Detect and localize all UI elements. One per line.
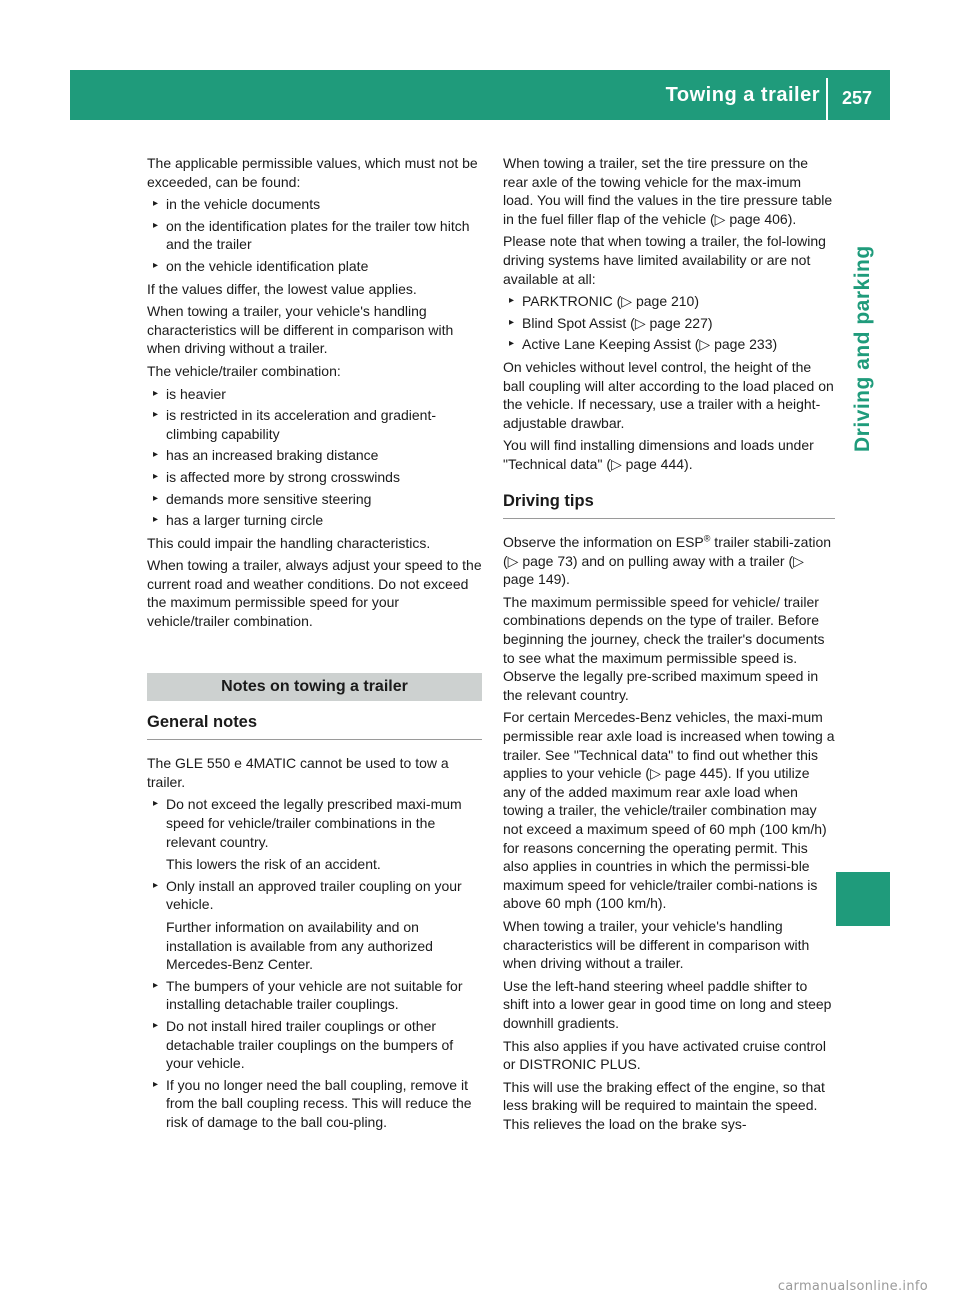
bullet-icon: [153, 217, 158, 236]
subheading-driving-tips: Driving tips: [503, 492, 835, 520]
systems-list: [503, 292, 835, 354]
bullet-icon: [509, 335, 514, 354]
bullet-icon: [509, 314, 514, 333]
tire-paragraph: When towing a trailer, set the tire pressure on the rear axle of the towing vehicle for the max-imum load. You will find the values in the tire pressure table in the fuel filler flap of the vehicle (▷ page 406).: [503, 155, 833, 227]
bullet-icon: [153, 511, 158, 530]
bullet-icon: [153, 446, 158, 465]
list-item: ▸ Active Lane Keeping Assist (▷ page 233): [503, 335, 835, 354]
section-heading: Notes on towing a trailer: [147, 673, 482, 701]
impair-paragraph: This could impair the handling characteristics.: [147, 534, 431, 551]
bullet-icon: [153, 468, 158, 487]
intro-paragraph: The applicable permissible values, which must not be exceeded, can be found:: [147, 155, 478, 190]
bullet-icon: [153, 385, 158, 404]
registered-mark: ®: [703, 533, 711, 544]
list-item: ▸ has an increased braking distance: [147, 446, 482, 465]
list-item: ▸ Do not install hired trailer couplings or other detachable trailer couplings on the bumpers of your vehicle.: [147, 1017, 482, 1073]
differ-paragraph: If the values differ, the lowest value applies.: [147, 280, 417, 297]
note-detail: This lowers the risk of an accident.: [166, 856, 381, 873]
gle-paragraph: The GLE 550 e 4MATIC cannot be used to tow a trailer.: [147, 755, 449, 790]
note-detail: Further information on availability and on installation is available from any authorized Mercedes-Benz Center.: [166, 919, 433, 973]
combination-paragraph: The vehicle/trailer combination:: [147, 362, 341, 379]
bullet-icon: [153, 1076, 158, 1095]
list-item: ▸ in the vehicle documents: [147, 195, 482, 214]
list-item: ▸ is affected more by strong crosswinds: [147, 468, 482, 487]
handling-paragraph: When towing a trailer, your vehicle's handling characteristics will be different in comparison with when driving without a trailer.: [503, 917, 810, 972]
list-item: ▸ Do not exceed the legally prescribed maxi-mum speed for vehicle/trailer combinations in the relevant country. This lowers the risk of an accident.: [147, 795, 482, 873]
handling-paragraph: When towing a trailer, your vehicle's handling characteristics will be different in comparison with when driving without a trailer.: [147, 303, 454, 357]
notes-list: [147, 795, 482, 1131]
braking-paragraph: This will use the braking effect of the engine, so that less braking will be required to maintain the speed. This relieves the load on the brake sys-: [503, 1078, 825, 1132]
header-bar: [70, 70, 890, 120]
bullet-icon: [153, 257, 158, 276]
list-item: ▸ The bumpers of your vehicle are not suitable for installing detachable trailer couplings.: [147, 977, 482, 1014]
left-column: [147, 154, 482, 1136]
list-item: ▸ Only install an approved trailer coupling on your vehicle. Further information on availability and on installation is available from any authorized Mercedes-Benz Center.: [147, 877, 482, 974]
chapter-title: Towing a trailer: [665, 84, 820, 106]
bullet-icon: [153, 195, 158, 214]
bullet-icon: [153, 877, 158, 896]
list-item: ▸ demands more sensitive steering: [147, 490, 482, 509]
bullet-icon: [509, 292, 514, 311]
cruise-paragraph: This also applies if you have activated cruise control or DISTRONIC PLUS.: [503, 1037, 826, 1073]
side-tab: [836, 245, 890, 825]
list-item: ▸ If you no longer need the ball coupling, remove it from the ball coupling recess. This will reduce the risk of damage to the ball cou-pling.: [147, 1076, 482, 1132]
header-separator: [826, 78, 828, 120]
page-number: 257: [841, 88, 873, 108]
axle-paragraph: For certain Mercedes-Benz vehicles, the maxi-mum permissible rear axle load is increased when towing a trailer. See "Technical data" to find out whether this applies to your vehicle (▷ page 445). If you utilize any of the added maximum rear axle load when towing a trailer, the vehicle/trailer combination may not exceed a maximum speed of 60 mph (100 km/h) for reasons concerning the operating permit. This also applies in countries in which the permissi-ble maximum speed for vehicle/trailer combi-nations is above 60 mph (100 km/h).: [503, 709, 835, 912]
watermark: carmanualsonline.info: [777, 1279, 928, 1294]
bullet-icon: [153, 977, 158, 996]
bullet-icon: [153, 490, 158, 509]
level-paragraph: On vehicles without level control, the height of the ball coupling will alter according to the load placed on the vehicle. If necessary, use a trailer with a height-adjustable drawbar.: [503, 358, 834, 431]
list-item: ▸ is heavier: [147, 385, 482, 404]
bullet-icon: [153, 795, 158, 814]
systems-paragraph: Please note that when towing a trailer, the fol-lowing driving systems have limited availability or are not available at all:: [503, 233, 826, 287]
combination-list: [147, 385, 482, 530]
right-column: [503, 154, 835, 1138]
bullet-icon: [153, 406, 158, 425]
list-item: ▸ Blind Spot Assist (▷ page 227): [503, 314, 835, 333]
list-item: ▸ has a larger turning circle: [147, 511, 482, 530]
subheading-general-notes: General notes: [147, 713, 482, 741]
shifter-paragraph: Use the left-hand steering wheel paddle shifter to shift into a lower gear in good time on long and steep downhill gradients.: [503, 977, 832, 1031]
bullet-icon: [153, 1017, 158, 1036]
list-item: ▸ on the identification plates for the trailer tow hitch and the trailer: [147, 217, 482, 254]
list-item: ▸ on the vehicle identification plate: [147, 257, 482, 276]
side-tab-marker: [836, 872, 890, 926]
list-item: ▸ PARKTRONIC (▷ page 210): [503, 292, 835, 311]
esp-paragraph: Observe the information on ESP® trailer stabili-zation (▷ page 73) and on pulling away with a trailer (▷ page 149).: [503, 533, 832, 588]
side-tab-label: Driving and parking: [851, 245, 874, 452]
speed-paragraph: When towing a trailer, always adjust your speed to the current road and weather conditions. Do not exceed the maximum permissible speed for your vehicle/trailer combination.: [147, 557, 482, 630]
list-item: ▸ is restricted in its acceleration and gradient-climbing capability: [147, 406, 482, 443]
maxspeed-paragraph: The maximum permissible speed for vehicle/ trailer combinations depends on the type of trailer. Before beginning the journey, check the trailer's documents to see what the maximum permissible speed is. Observe the legally pre-scribed maximum speed in the relevant country.: [503, 593, 825, 703]
dimensions-paragraph: You will find installing dimensions and loads under "Technical data" (▷ page 444).: [503, 437, 814, 472]
sources-list: [147, 195, 482, 275]
